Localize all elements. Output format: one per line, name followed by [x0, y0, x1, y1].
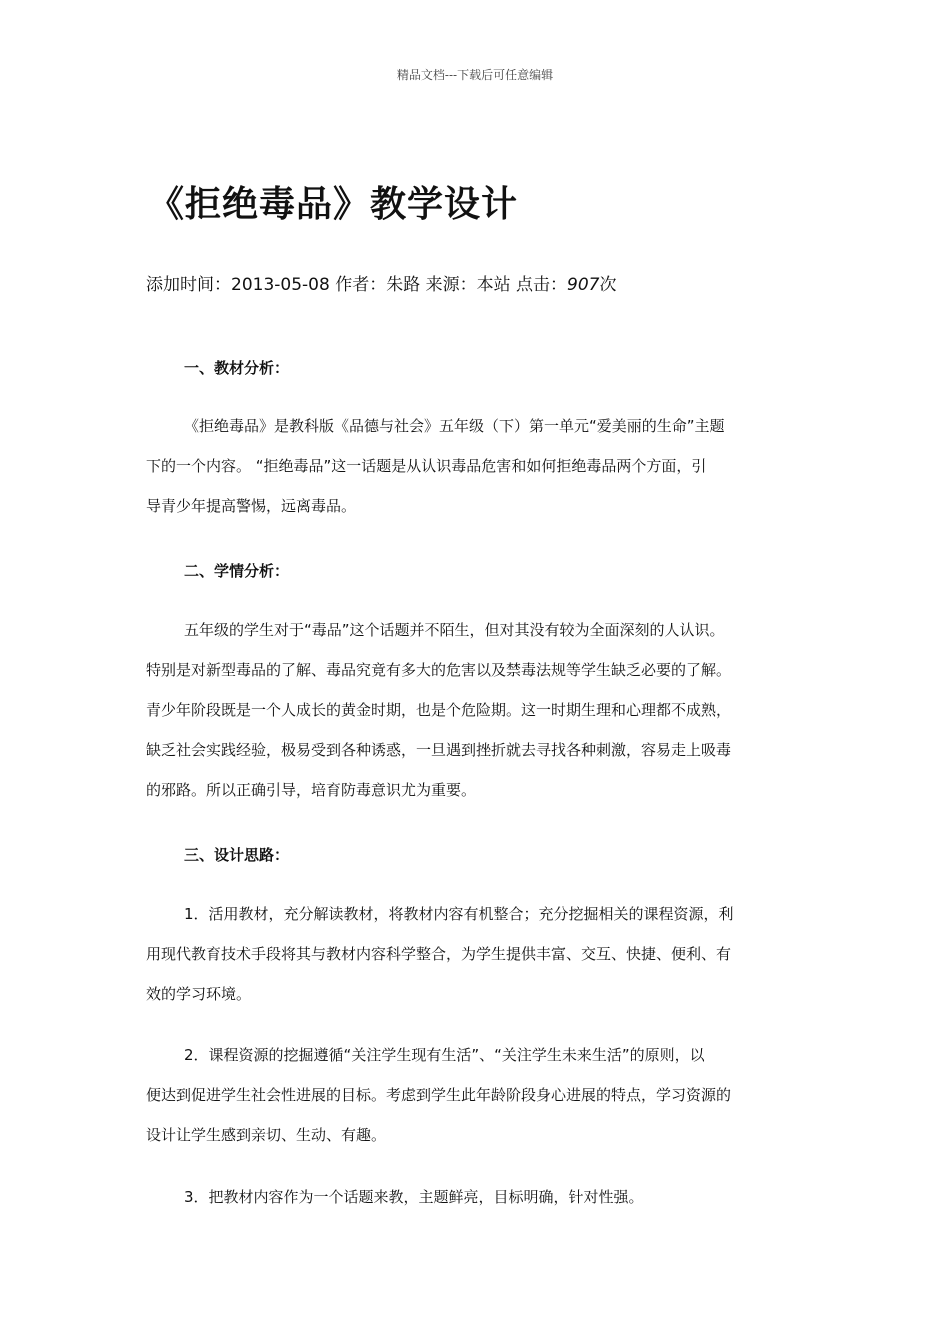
clicks-unit: 次: [599, 275, 617, 295]
section-heading: 一、教材分析：: [184, 359, 290, 377]
paragraph-line: 五年级的学生对于“毒品”这个话题并不陌生，但对其没有较为全面深刻的人认识。: [184, 621, 725, 639]
paragraph: [146, 902, 806, 1022]
source-label: 来源：: [425, 275, 477, 295]
document-title: 《拒绝毒品》教学设计: [148, 184, 519, 225]
paragraph-line: 的邪路。所以正确引导，培育防毒意识尤为重要。: [146, 781, 477, 799]
paragraph: [146, 414, 806, 534]
clicks-count: 907: [567, 275, 600, 295]
paragraph-line: 便达到促进学生社会性进展的目标。考虑到学生此年龄阶段身心进展的特点，学习资源的: [146, 1086, 732, 1104]
paragraph-line: 效的学习环境。: [146, 985, 252, 1003]
paragraph-line: 用现代教育技术手段将其与教材内容科学整合，为学生提供丰富、交互、快捷、便利、有: [146, 945, 732, 963]
paragraph: [146, 618, 806, 818]
paragraph-line: 下的一个内容。 “拒绝毒品”这一话题是从认识毒品危害和如何拒绝毒品两个方面，引: [146, 457, 707, 475]
source-name: 本站: [476, 275, 511, 295]
added-time-label: 添加时间：: [146, 275, 231, 295]
paragraph-line: 导青少年提高警惕，远离毒品。: [146, 497, 357, 515]
paragraph: [146, 1043, 806, 1163]
paragraph-line: 青少年阶段既是一个人成长的黄金时期，也是个危险期。这一时期生理和心理都不成熟，: [146, 701, 732, 719]
paragraph-line: 3．把教材内容作为一个话题来教，主题鲜亮，目标明确，针对性强。: [184, 1188, 644, 1206]
clicks-label: 点击：: [516, 275, 568, 295]
added-date: 2013-05-08: [231, 275, 330, 295]
paragraph-line: 设计让学生感到亲切、生动、有趣。: [146, 1126, 387, 1144]
paragraph-line: 2．课程资源的挖掘遵循“关注学生现有生活”、“关注学生未来生活”的原则，以: [184, 1046, 705, 1064]
paragraph-line: 《拒绝毒品》是教科版《品德与社会》五年级（下）第一单元“爱美丽的生命”主题: [184, 417, 725, 435]
section-heading: 三、设计思路：: [184, 846, 290, 864]
paragraph: [146, 1185, 806, 1225]
section-heading: 二、学情分析：: [184, 562, 290, 580]
paragraph-line: 特别是对新型毒品的了解、毒品究竟有多大的危害以及禁毒法规等学生缺乏必要的了解。: [146, 661, 732, 679]
author-label: 作者：: [335, 275, 387, 295]
article-meta: [146, 270, 616, 295]
page-header-note: 精品文档---下载后可任意编辑: [396, 68, 554, 82]
paragraph-line: 缺乏社会实践经验，极易受到各种诱惑，一旦遇到挫折就去寻找各种刺激，容易走上吸毒: [146, 741, 732, 759]
paragraph-line: 1．活用教材，充分解读教材，将教材内容有机整合；充分挖掘相关的课程资源，利: [184, 905, 734, 923]
author-name: 朱路: [386, 275, 421, 295]
